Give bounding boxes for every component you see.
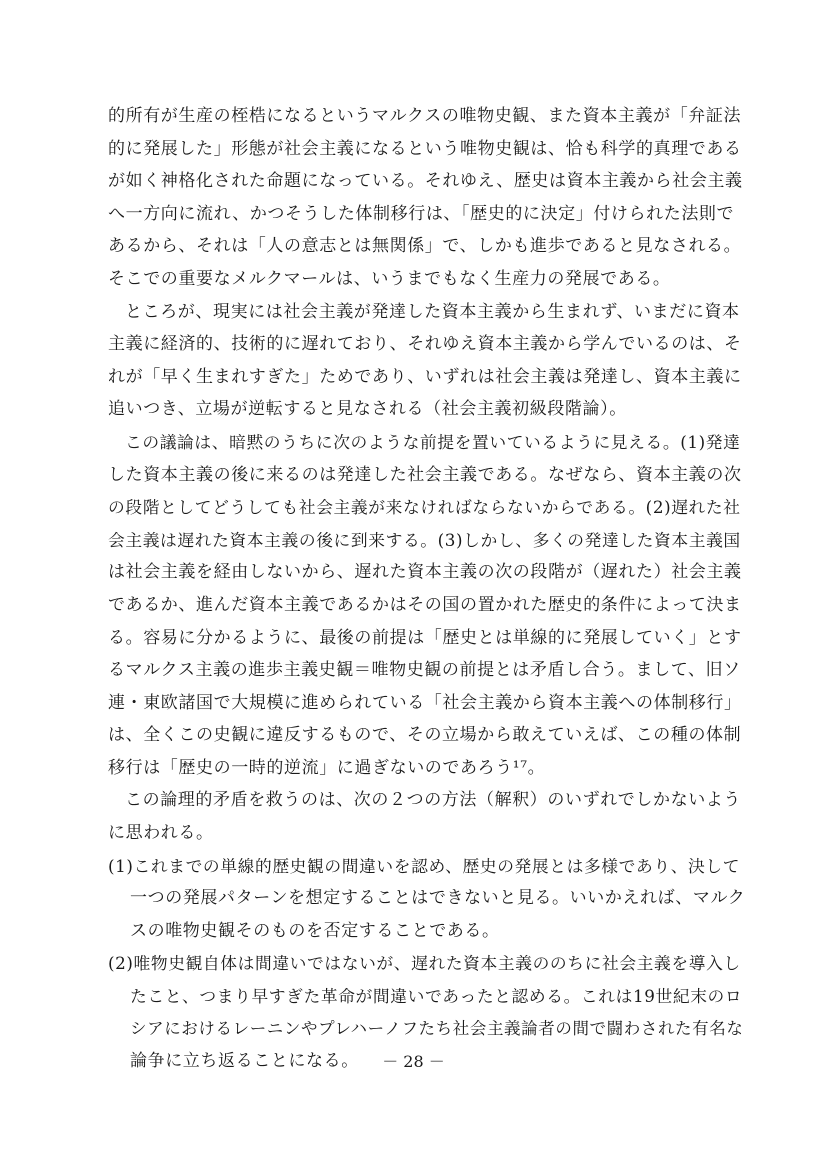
- text-line: は社会主義を経由しないから、遅れた資本主義の次の段階が（遅れた）社会主義: [108, 562, 742, 583]
- text-line: 移行は「歴史の一時的逆流」に過ぎないのであろう¹⁷。: [108, 757, 546, 778]
- text-line: 的所有が生産の桎梏になるというマルクスの唯物史観、また資本主義が「弁証法: [108, 106, 742, 126]
- text-line: 追いつき、立場が逆転すると見なされる（社会主義初級段階論）。: [108, 399, 627, 420]
- list-item-line: (1)これまでの単線的歴史観の間違いを認め、歴史の発展とは多様であり、決して: [108, 855, 741, 876]
- paragraph-start-line: この議論は、暗黙のうちに次のような前提を置いているように見える。(1)発達: [125, 431, 741, 452]
- page-number: － 28 －: [382, 1052, 445, 1071]
- list-item-continuation: シアにおけるレーニンやプレハーノフたち社会主義論者の間で闘わされた有名な: [130, 1018, 744, 1038]
- text-line: そこでの重要なメルクマールは、いうまでもなく生産力の発展である。: [108, 268, 671, 289]
- list-item-continuation: スの唯物史観そのものを否定することである。: [130, 920, 500, 941]
- list-item-continuation: たこと、つまり早すぎた革命が間違いであったと認める。これは19世紀末のロ: [130, 986, 743, 1007]
- text-line: 主義に経済的、技術的に遅れており、それゆえ資本主義から学んでいるのは、そ: [108, 334, 742, 355]
- text-line: れが「早く生まれすぎた」ためであり、いずれは社会主義は発達し、資本主義に: [108, 366, 742, 387]
- body-text: [108, 100, 748, 1078]
- paragraph-start-line: ところが、現実には社会主義が発達した資本主義から生まれず、いまだに資本: [125, 301, 740, 322]
- paragraph-start-line: この論理的矛盾を救うのは、次の２つの方法（解釈）のいずれでしかないよう: [125, 790, 741, 811]
- text-line: へ一方向に流れ、かつそうした体制移行は、「歴史的に決定」付けられた法則で: [108, 203, 735, 224]
- text-line: であるか、進んだ資本主義であるかはその国の置かれた歴史的条件によって決ま: [108, 594, 742, 615]
- text-line: が如く神格化された命題になっている。それゆえ、歴史は資本主義から社会主義: [108, 171, 743, 192]
- list-item-continuation: 論争に立ち返ることになる。: [130, 1051, 359, 1072]
- text-line: した資本主義の後に来るのは発達した社会主義である。なぜなら、資本主義の次: [108, 464, 742, 485]
- list-item-continuation: 一つの発展パターンを想定することはできないと見る。いいかえれば、マルク: [130, 888, 746, 909]
- list-item-line: (2)唯物史観自体は間違いではないが、遅れた資本主義ののちに社会主義を導入し: [108, 953, 741, 974]
- text-line: に思われる。: [108, 823, 214, 844]
- text-line: 連・東欧諸国で大規模に進められている「社会主義から資本主義への体制移行」: [108, 692, 742, 713]
- text-line: は、全くこの史観に違反するもので、その立場から敢えていえば、この種の体制: [108, 725, 742, 746]
- text-line: の段階としてどうしても社会主義が来なければならないからである。(2)遅れた社: [108, 497, 741, 518]
- text-line: あるから、それは「人の意志とは無関係」で、しかも進歩であると見なされる。: [108, 236, 742, 257]
- text-line: るマルクス主義の進歩主義史観＝唯物史観の前提とは矛盾し合う。まして、旧ソ: [108, 660, 741, 681]
- text-line: る。容易に分かるように、最後の前提は「歴史とは単線的に発展していく」とす: [108, 627, 742, 648]
- text-line: 会主義は遅れた資本主義の後に到来する。(3)しかし、多くの発達した資本主義国: [108, 529, 741, 550]
- text-line: 的に発展した」形態が社会主義になるという唯物史観は、恰も科学的真理である: [108, 138, 742, 159]
